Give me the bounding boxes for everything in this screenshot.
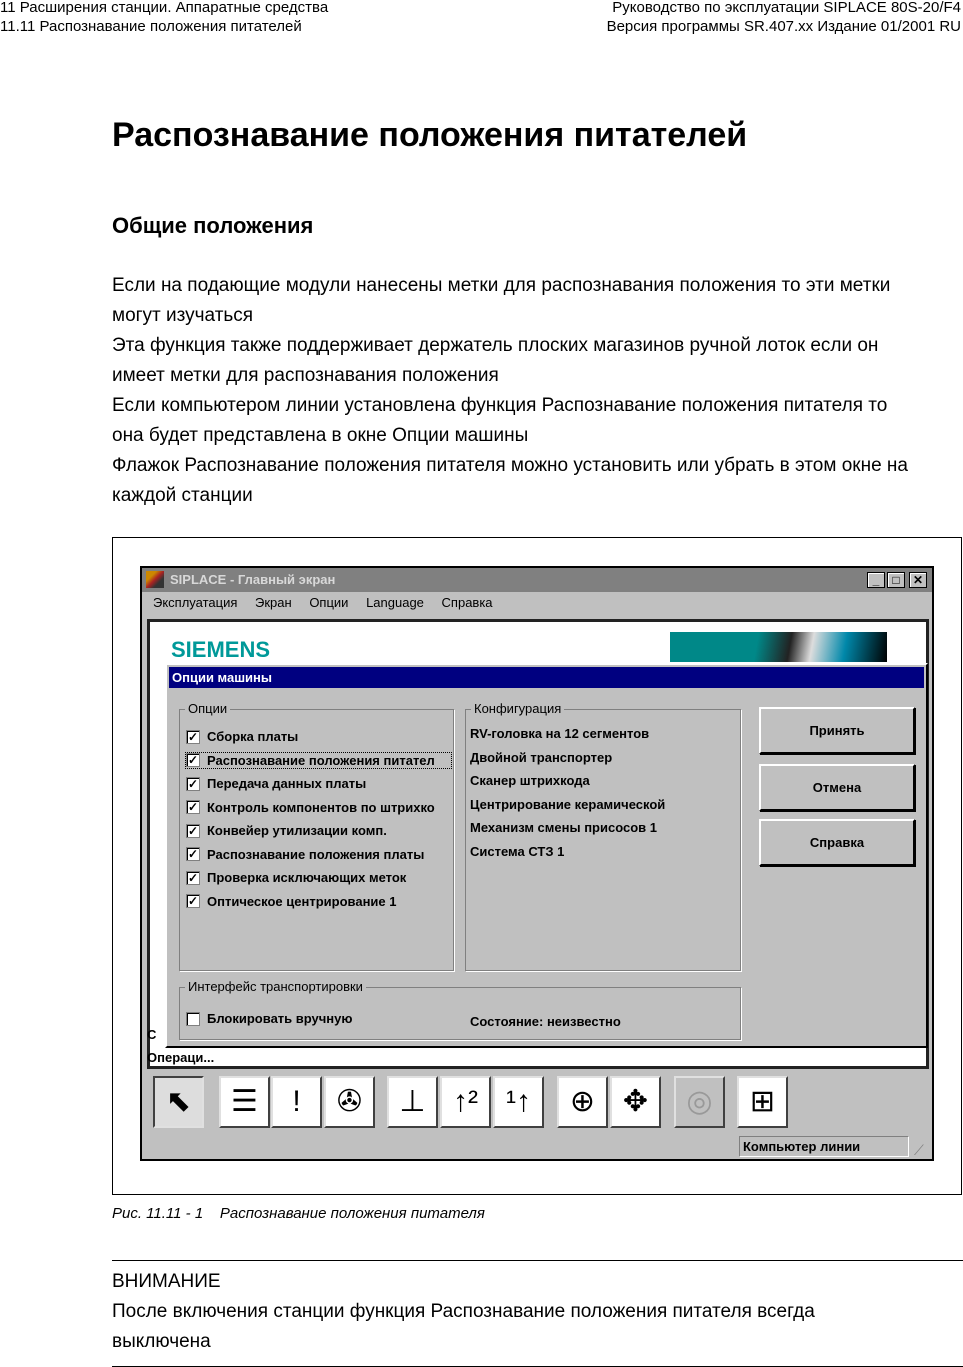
figure-caption [112, 1205, 485, 1222]
transport-state: Состояние: неизвестно [470, 1014, 621, 1029]
menu-options[interactable]: Опции [309, 595, 349, 610]
menu-help[interactable]: Справка [441, 595, 493, 610]
manual-block-label: Блокировать вручную [207, 1011, 353, 1026]
config-item: Система СТЗ 1 [470, 843, 565, 859]
option-label: Проверка исключающих меток [207, 870, 407, 885]
notice-line: После включения станции функция Распознавание положения питателя всегда [112, 1301, 815, 1322]
notice-heading: ВНИМАНИЕ [112, 1271, 221, 1292]
checkbox-box[interactable]: ✓ [187, 870, 199, 885]
paragraph-line: Флажок Распознавание положения питателя можно установить или убрать в этом окне на [112, 455, 908, 476]
menu-bar [153, 595, 507, 610]
checkbox-box[interactable] [186, 1012, 200, 1026]
page-title: Распознавание положения питателей [112, 116, 748, 154]
option-checkbox[interactable] [186, 729, 451, 744]
figure-title: Распознавание положения питателя [219, 1205, 485, 1222]
reel-icon[interactable]: ✇ [324, 1076, 375, 1128]
machine-options-dialog [165, 663, 928, 1048]
configuration-group [465, 701, 741, 971]
close-button[interactable]: ✕ [909, 572, 927, 588]
paragraph-line: каждой станции [112, 485, 253, 506]
operation-label: Операци... [147, 1050, 215, 1065]
option-label: Передача данных платы [207, 776, 367, 791]
header-chapter: 11 Расширения станции. Аппаратные средства [0, 0, 329, 16]
dialog-title: Опции машины [169, 667, 924, 688]
alarm-icon[interactable]: ! [271, 1076, 322, 1128]
resize-grip-icon[interactable]: ⟋ [914, 1142, 924, 1158]
option-checkbox[interactable] [186, 870, 451, 885]
cancel-button[interactable]: Отмена [759, 764, 915, 811]
paragraph-line: Если на подающие модули нанесены метки для распознавания положения то эти метки [112, 275, 891, 296]
transport-group-label: Интерфейс транспортировки [185, 979, 366, 994]
minimize-button[interactable]: _ [867, 572, 885, 588]
manual-block-checkbox[interactable] [186, 1011, 353, 1026]
select-icon[interactable]: ⬉ [153, 1076, 204, 1128]
camera-add-icon[interactable]: ⊕ [557, 1076, 608, 1128]
checkbox-box[interactable]: ✓ [187, 753, 199, 767]
help-button[interactable]: Справка [759, 819, 915, 866]
accept-button[interactable]: Принять [759, 707, 915, 754]
option-checkbox[interactable] [186, 894, 451, 909]
paragraph-line: Эта функция также поддерживает держатель плоских магазинов ручной лоток если он [112, 335, 879, 356]
checkbox-box[interactable]: ✓ [187, 776, 199, 791]
siemens-logo: SIEMENS [171, 637, 271, 662]
option-label: Конвейер утилизации комп. [207, 823, 387, 838]
config-item: Механизм смены присосов 1 [470, 820, 657, 835]
nozzle-icon[interactable]: ⊥ [387, 1076, 438, 1128]
config-item: Двойной транспортер [470, 749, 613, 765]
options-group-label: Опции [185, 701, 230, 716]
notice-top-rule [112, 1260, 963, 1261]
option-checkbox[interactable] [186, 776, 451, 791]
header-section: 11.11 Распознавание положения питателей [0, 18, 302, 35]
option-label: Сборка платы [207, 729, 299, 744]
header-version: Версия программы SR.407.xx Издание 01/2001 RU [606, 18, 961, 35]
checkbox-box[interactable]: ✓ [187, 847, 199, 861]
paragraph-line: могут изучаться [112, 305, 254, 326]
app-icon [146, 571, 164, 588]
option-checkbox[interactable] [186, 753, 451, 768]
notice-line: выключена [112, 1331, 211, 1352]
options-group [179, 701, 454, 971]
option-label: Контроль компонентов по штрихко [207, 799, 435, 815]
option-label: Распознавание положения платы [207, 846, 425, 862]
option-label: Распознавание положения питател [207, 752, 435, 768]
config-item: Сканер штрихкода [470, 773, 590, 788]
checkbox-box[interactable]: ✓ [187, 800, 199, 814]
option-checkbox[interactable] [186, 847, 451, 862]
paragraph-line: она будет представлена в окне Опции машины [112, 425, 529, 446]
section-title: Общие положения [112, 213, 314, 238]
feeder-table-2-icon[interactable]: ↑² [440, 1076, 491, 1128]
maximize-button[interactable]: □ [887, 572, 905, 588]
checkbox-box[interactable]: ✓ [187, 894, 199, 908]
siplace-window [140, 566, 934, 1161]
hidden-label: С [147, 1027, 157, 1042]
checkbox-box[interactable]: ✓ [187, 823, 199, 838]
option-checkbox[interactable] [186, 823, 451, 838]
window-titlebar [142, 568, 932, 592]
option-checkbox[interactable] [186, 800, 451, 815]
status-line-computer: Компьютер линии [739, 1136, 909, 1157]
menu-operation[interactable]: Эксплуатация [153, 595, 238, 610]
header-manual: Руководство по эксплуатации SIPLACE 80S-20/F4 [612, 0, 961, 16]
list-icon[interactable]: ☰ [219, 1076, 270, 1128]
configuration-group-label: Конфигурация [471, 701, 564, 716]
paragraph-line: Если компьютером линии установлена функция Распознавание положения питателя то [112, 395, 888, 416]
menu-screen[interactable]: Экран [255, 595, 292, 610]
machine-photo [670, 632, 887, 662]
transport-interface-group [179, 979, 741, 1040]
nozzle-changer-icon[interactable]: ◎ [674, 1076, 725, 1128]
component-center-icon[interactable]: ✥ [610, 1076, 661, 1128]
figure-number: Рис. 11.11 - 1 [112, 1205, 204, 1222]
menu-language[interactable]: Language [366, 595, 424, 610]
config-item: Центрирование керамической [470, 796, 666, 812]
main-client-area [147, 619, 929, 1069]
option-label: Оптическое центрирование 1 [207, 893, 397, 909]
paragraph-line: имеет метки для распознавания положения [112, 365, 499, 386]
line-computer-icon[interactable]: ⊞ [737, 1076, 788, 1128]
checkbox-box[interactable]: ✓ [187, 729, 199, 744]
window-title: SIPLACE - Главный экран [170, 572, 336, 587]
feeder-table-1-icon[interactable]: ¹↑ [493, 1076, 544, 1128]
config-item: RV-головка на 12 сегментов [470, 726, 650, 741]
